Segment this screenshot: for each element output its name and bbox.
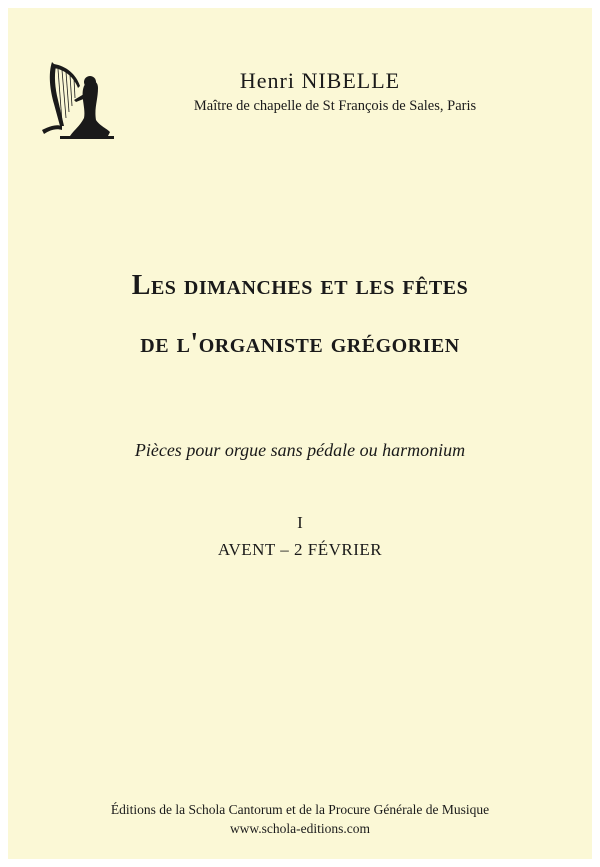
volume-number: I [297, 513, 303, 532]
title-line-2: de l'organiste grégorien [140, 328, 460, 359]
title-line-1: Les dimanches et les fêtes [131, 270, 469, 301]
author-name: Henri NIBELLE [239, 68, 401, 93]
score-cover-page [8, 8, 592, 859]
subtitle: Pièces pour orgue sans pédale ou harmonium [134, 440, 466, 460]
author-role: Maître de chapelle de St François de Sales, Paris [193, 98, 477, 114]
publisher-line: Éditions de la Schola Cantorum et de la Procure Générale de Musique [110, 802, 490, 817]
website-link[interactable]: www.schola-editions.com [229, 821, 371, 836]
volume-range: AVENT – 2 FÉVRIER [217, 540, 383, 559]
